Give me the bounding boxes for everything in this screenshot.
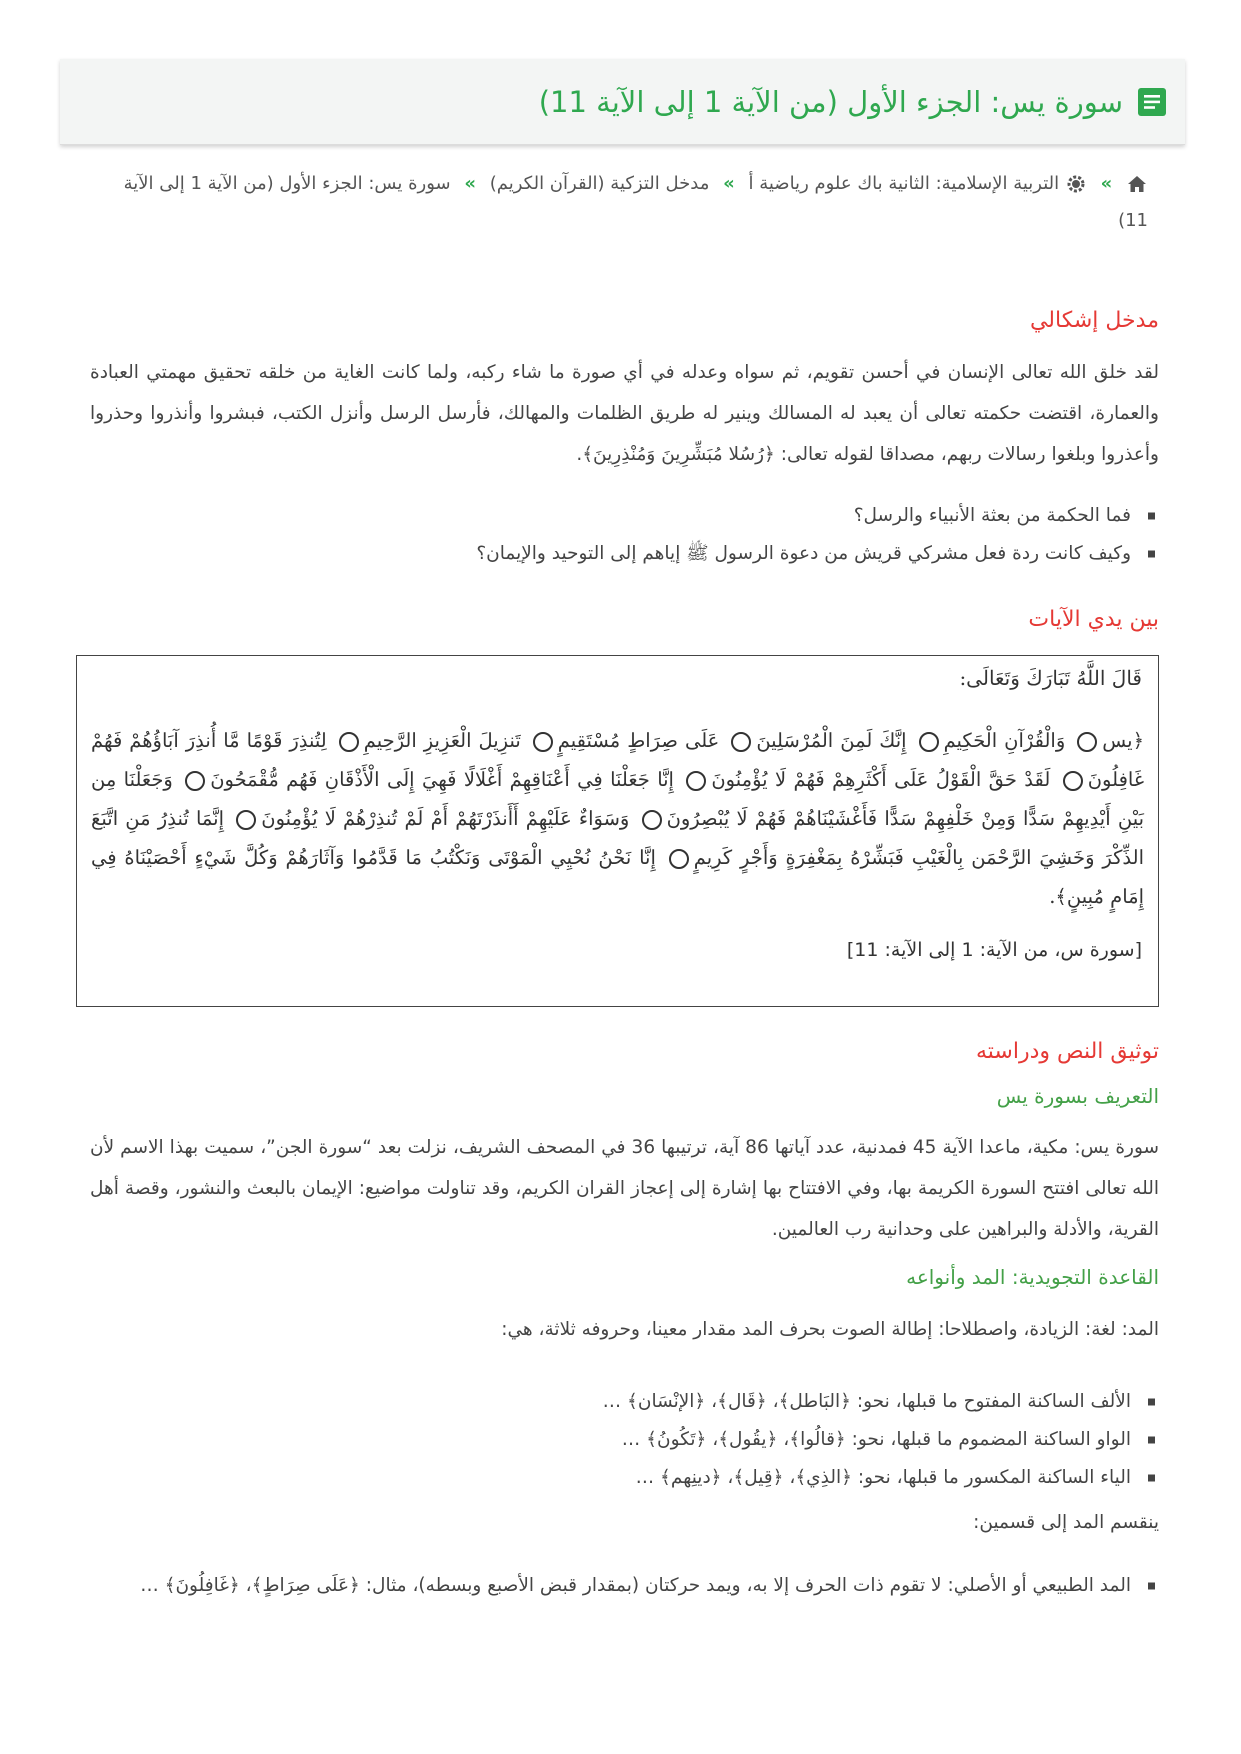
list-item: الألف الساكنة المفتوح ما قبلها، نحو: ﴿البَاطل﴾، ﴿قَال﴾، ﴿الإنْسَان﴾ … xyxy=(100,1383,1159,1421)
breadcrumb-current: سورة يس: الجزء الأول (من الآية 1 إلى الآية 11) xyxy=(123,173,1148,231)
documentation-heading: توثيق النص ودراسته xyxy=(975,1039,1159,1064)
ayah-end-icon xyxy=(642,810,662,830)
ayah: وَجَعَلْنَا مِن بَيْنِ أَيْدِيهِمْ سَدًّا وَمِنْ خَلْفِهِمْ سَدًّا فَأَغْشَيْنَاهُمْ فَهُمْ لَا يُبْصِرُونَ xyxy=(91,768,1145,830)
madd-split: ينقسم المد إلى قسمين: xyxy=(973,1512,1159,1533)
page-title: سورة يس: الجزء الأول (من الآية 1 إلى الآية 11) xyxy=(538,84,1123,119)
intro-heading: مدخل إشكالي xyxy=(1029,308,1159,333)
ayah-end-icon xyxy=(919,732,939,752)
breadcrumb-separator: » xyxy=(464,173,476,194)
ayah: وَالْقُرْآنِ الْحَكِيمِ xyxy=(943,729,1066,752)
madd-types-list xyxy=(140,1567,1159,1605)
list-item: فما الحكمة من بعثة الأنبياء والرسل؟ xyxy=(100,497,1159,535)
verses-heading: بين يدي الآيات xyxy=(1028,607,1159,632)
breadcrumb xyxy=(108,165,1148,239)
ayah-end-icon xyxy=(1077,732,1097,752)
ayah-end-icon xyxy=(339,732,359,752)
breadcrumb-link-unit[interactable]: مدخل التزكية (القرآن الكريم) xyxy=(489,173,710,194)
category-gear-icon xyxy=(1065,173,1087,195)
ayah: إِنَّكَ لَمِنَ الْمُرْسَلِينَ xyxy=(756,729,907,752)
ayah: تَنزِيلَ الْعَزِيزِ الرَّحِيمِ xyxy=(363,729,521,752)
madd-letters-list xyxy=(100,1383,1159,1497)
verses-text xyxy=(91,721,1144,916)
ayah-end-icon xyxy=(669,849,689,869)
verses-reference: [سورة س، من الآية: 1 إلى الآية: 11] xyxy=(846,939,1142,961)
ayah: لَقَدْ حَقَّ الْقَوْلُ عَلَى أَكْثَرِهِمْ فَهُمْ لَا يُؤْمِنُونَ xyxy=(711,768,1051,791)
breadcrumb-link-subject[interactable]: التربية الإسلامية: الثانية باك علوم رياضية أ xyxy=(748,173,1060,194)
page-title-bar xyxy=(60,59,1185,145)
list-item: المد الطبيعي أو الأصلي: لا تقوم ذات الحرف إلا به، ويمد حركتان (بمقدار قبض الأصبع وبسطه)، مثال: ﴿عَلَى صِرَاطٍ﴾، ﴿غَافِلُونَ﴾ … xyxy=(140,1567,1159,1605)
tajweed-heading: القاعدة التجويدية: المد وأنواعه xyxy=(906,1265,1159,1289)
ayah: إِنَّا نَحْنُ نُحْيِي الْمَوْتَى وَنَكْتُبُ مَا قَدَّمُوا وَآثَارَهُمْ وَكُلَّ شَيْءٍ أَحْصَيْنَاهُ فِي إِمَامٍ مُبِينٍ﴾. xyxy=(91,846,1144,908)
surah-definition-heading: التعريف بسورة يس xyxy=(996,1084,1159,1108)
document-icon xyxy=(1137,87,1167,117)
ayah: إِنَّا جَعَلْنَا فِي أَعْنَاقِهِمْ أَغْلَالًا فَهِيَ إِلَى الْأَذْقَانِ فَهُم مُّقْمَحُونَ xyxy=(210,768,674,791)
ayah: وَسَوَاءٌ عَلَيْهِمْ أَأَنذَرْتَهُمْ أَمْ لَمْ تُنذِرْهُمْ لَا يُؤْمِنُونَ xyxy=(261,807,630,830)
home-icon[interactable] xyxy=(1126,173,1148,195)
ayah-end-icon xyxy=(185,771,205,791)
ayah: لِتُنذِرَ قَوْمًا مَّا أُنذِرَ آبَاؤُهُمْ فَهُمْ غَافِلُونَ xyxy=(91,729,1145,791)
verses-intro: قَالَ اللَّهُ تَبَارَكَ وَتَعَالَى: xyxy=(959,666,1142,690)
ayah-end-icon xyxy=(533,732,553,752)
list-item: الياء الساكنة المكسور ما قبلها، نحو: ﴿الذِي﴾، ﴿قِيل﴾، ﴿دينِهم﴾ … xyxy=(100,1459,1159,1497)
verses-box xyxy=(76,655,1159,1007)
surah-definition-paragraph: سورة يس: مكية، ماعدا الآية 45 فمدنية، عدد آياتها 86 آية، ترتيبها 36 في المصحف الشريف، نزلت بعد “سورة الجن”، سميت بهذا الاسم لأن الله تعالى افتتح السورة الكريمة بها، وفي الافتتاح بها إشارة إلى إعجاز القران الكريم، وقد تناولت مواضيع: الإيمان بالبعث والنشور، وقصة أهل القرية، والأدلة والبراهين على وحدانية رب العالمين. xyxy=(90,1137,1159,1240)
ayah-end-icon xyxy=(236,810,256,830)
intro-questions xyxy=(100,497,1159,573)
ayah-end-icon xyxy=(1063,771,1083,791)
breadcrumb-separator: » xyxy=(723,173,735,194)
ayah: إِنَّمَا تُنذِرُ مَنِ اتَّبَعَ الذِّكْرَ وَخَشِيَ الرَّحْمَن بِالْغَيْبِ فَبَشِّرْهُ بِمَغْفِرَةٍ وَأَجْرٍ كَرِيمٍ xyxy=(91,807,1144,869)
ayah-end-icon xyxy=(686,771,706,791)
breadcrumb-separator: » xyxy=(1100,173,1113,194)
ayah-end-icon xyxy=(731,732,751,752)
ayah: ﴿يس xyxy=(1102,729,1144,752)
list-item: وكيف كانت ردة فعل مشركي قريش من دعوة الرسول ﷺ إياهم إلى التوحيد والإيمان؟ xyxy=(100,535,1159,573)
intro-paragraph: لقد خلق الله تعالى الإنسان في أحسن تقويم، ثم سواه وعدله في أي صورة ما شاء ركبه، ولما كانت الغاية من خلقه تحقيق مهمتي العبادة والعمارة، اقتضت حكمته تعالى أن يعبد له المسالك وينير له طريق الظلمات والمهالك، فأرسل الرسل وأنزل الكتب، فبشروا وأنذروا وحذروا وأعذروا وبلغوا رسالات ربهم، مصداقا لقوله تعالى: ﴿رُسُلا مُبَشِّرِينَ وَمُنْذِرِينَ﴾. xyxy=(90,362,1159,465)
list-item: الواو الساكنة المضموم ما قبلها، نحو: ﴿قالُوا﴾، ﴿يقُول﴾، ﴿تَكُونُ﴾ … xyxy=(100,1421,1159,1459)
madd-definition: المد: لغة: الزيادة، واصطلاحا: إطالة الصوت بحرف المد مقدار معينا، وحروفه ثلاثة، هي: xyxy=(501,1319,1159,1340)
ayah: عَلَى صِرَاطٍ مُسْتَقِيمٍ xyxy=(557,729,720,752)
